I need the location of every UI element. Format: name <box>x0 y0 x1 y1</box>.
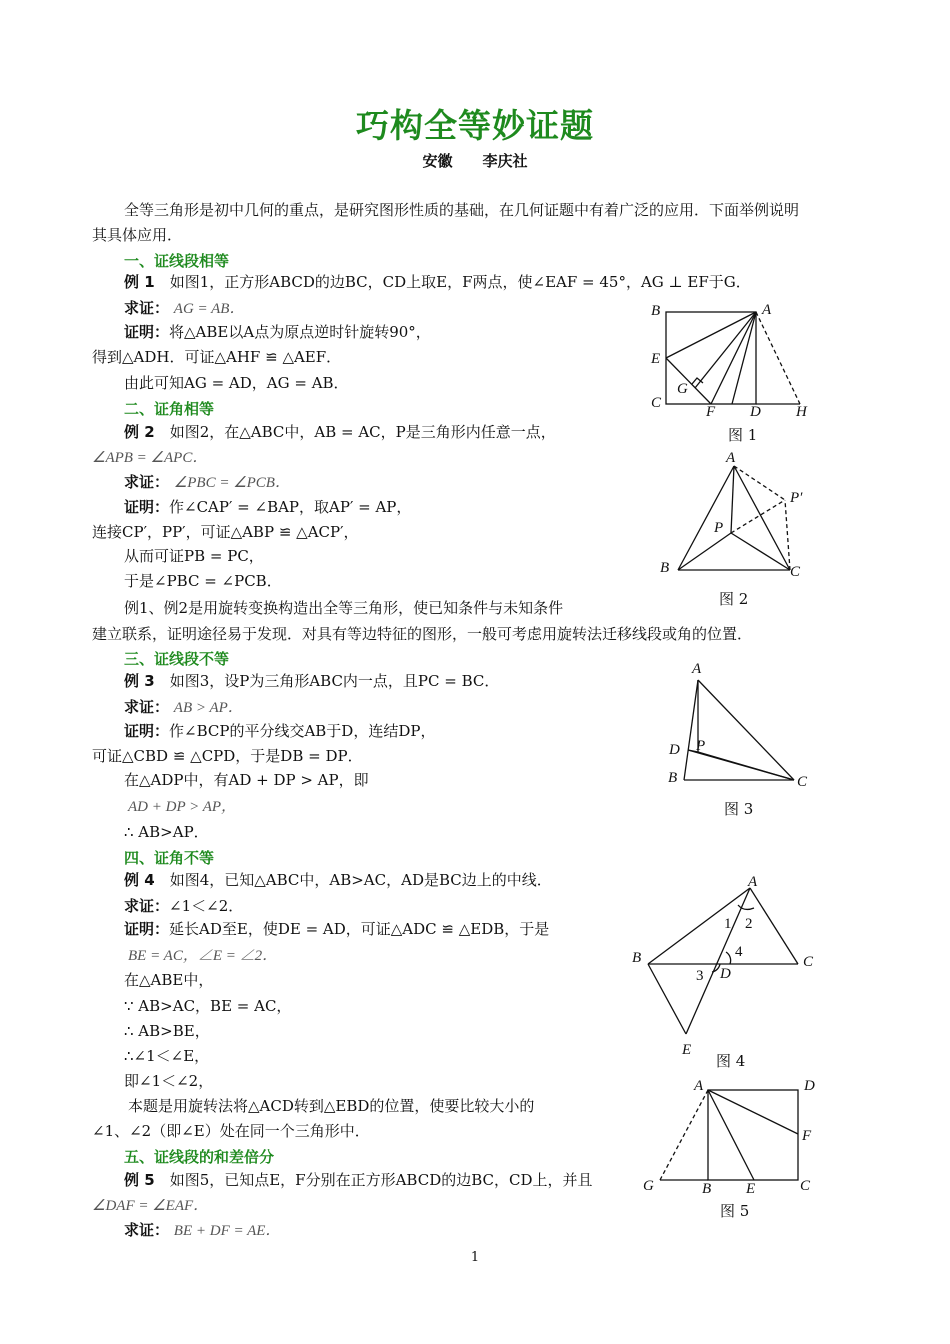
fig2-label-A: A <box>726 450 736 466</box>
example-2-goal: 求证： ∠PBC = ∠PCB． <box>124 473 290 491</box>
example-1-proof-2: 得到△ADH．可证△AHF ≌ △AEF． <box>92 348 342 366</box>
example-4-proof-2: BE = AC，∠E = ∠2． <box>128 948 278 964</box>
section-5-heading: 五、证线段的和差倍分 <box>124 1148 275 1166</box>
fig4-label-3: 3 <box>696 968 704 984</box>
figure-3 <box>660 656 820 822</box>
fig5-label-C: C <box>800 1178 811 1194</box>
fig4-label-1: 1 <box>724 916 732 932</box>
section-1-heading: 一、证线段相等 <box>124 252 230 270</box>
figure-1 <box>640 296 820 446</box>
fig5-label-B: B <box>702 1181 712 1197</box>
example-4-proof-5: ∴ AB>BE， <box>124 1022 210 1040</box>
intro-line-1: 全等三角形是初中几何的重点，是研究图形性质的基础，在几何证题中有着广泛的应用．下面举例说明 <box>124 201 800 219</box>
figure-4 <box>626 872 826 1072</box>
fig5-label-G: G <box>643 1178 654 1194</box>
fig1-label-E: E <box>651 351 661 367</box>
example-1-statement: 例 1 如图1，正方形ABCD的边BC，CD上取E，F两点，使∠EAF = 45°，AG ⊥ EF于G． <box>124 273 751 291</box>
example-3-proof-3: 在△ADP中，有AD + DP > AP，即 <box>124 771 369 789</box>
example-4-proof-3: 在△ABE中， <box>124 971 214 989</box>
example-3-statement: 例 3 如图3，设P为三角形ABC内一点，且PC = BC． <box>124 672 500 690</box>
fig3-label-P: P <box>696 738 706 754</box>
fig4-label-B: B <box>632 950 642 966</box>
fig3-label-A: A <box>692 661 702 677</box>
example-4-goal: 求证：∠1＜∠2． <box>124 897 244 915</box>
fig1-caption: 图 1 <box>728 426 758 444</box>
example-4-proof: 证明：延长AD至E，使DE = AD，可证△ADC ≌ △EDB，于是 <box>124 920 550 938</box>
fig5-label-E: E <box>746 1181 756 1197</box>
fig3-label-B: B <box>668 770 678 786</box>
fig4-label-2: 2 <box>745 916 753 932</box>
example-2-proof-2: 连接CP′，PP′，可证△ABP ≌ △ACP′， <box>92 523 359 541</box>
fig5-caption: 图 5 <box>720 1202 750 1220</box>
example-3-proof-2: 可证△CBD ≌ △CPD，于是DB = DP． <box>92 747 363 765</box>
fig4-label-4: 4 <box>735 944 743 960</box>
fig4-label-C: C <box>803 954 814 970</box>
fig1-label-H: H <box>796 404 807 420</box>
example-3-goal: 求证： AB > AP． <box>124 698 243 716</box>
figure-2 <box>650 446 820 612</box>
example-5-condition: ∠DAF = ∠EAF． <box>92 1198 209 1214</box>
example-3-proof-4: AD + DP > AP， <box>128 799 237 815</box>
fig4-label-D: D <box>720 966 731 982</box>
example-4-proof-4: ∵ AB>AC，BE = AC， <box>124 997 292 1015</box>
fig1-label-A: A <box>762 302 772 318</box>
fig4-label-E: E <box>682 1042 692 1058</box>
fig1-label-F: F <box>706 404 716 420</box>
fig1-label-G: G <box>677 381 688 397</box>
fig3-label-C: C <box>797 774 808 790</box>
intro-line-2: 其具体应用． <box>92 226 183 244</box>
paper-title: 巧构全等妙证题 <box>356 106 594 145</box>
fig1-label-C: C <box>651 395 662 411</box>
section-2-heading: 二、证角相等 <box>124 400 215 418</box>
example-1-proof: 证明：将△ABE以A点为原点逆时针旋转90°， <box>124 323 431 341</box>
example-2-proof-3: 从而可证PB = PC， <box>124 547 264 565</box>
example-3-proof: 证明：作∠BCP的平分线交AB于D，连结DP， <box>124 722 436 740</box>
example-1-goal: 求证： AG = AB． <box>124 299 245 317</box>
section-4-heading: 四、证角不等 <box>124 849 215 867</box>
example-4-proof-7: 即∠1＜∠2， <box>124 1072 214 1090</box>
fig2-label-P: P <box>714 520 724 536</box>
fig1-label-D: D <box>750 404 761 420</box>
example-4-remark-2: ∠1、∠2（即∠E）处在同一个三角形中． <box>92 1122 370 1140</box>
example-2-statement: 例 2 如图2，在△ABC中，AB = AC，P是三角形内任意一点， <box>124 423 556 441</box>
example-4-remark: 本题是用旋转法将△ACD转到△EBD的位置，使要比较大小的 <box>128 1097 535 1115</box>
section-3-heading: 三、证线段不等 <box>124 650 230 668</box>
example-2-proof: 证明：作∠CAP′ = ∠BAP，取AP′ = AP， <box>124 498 412 516</box>
fig5-label-A: A <box>694 1078 704 1094</box>
fig2-label-P-prime: P′ <box>790 490 803 506</box>
example-5-goal: 求证： BE + DF = AE． <box>124 1221 281 1239</box>
example-3-conclusion: ∴ AB>AP． <box>124 823 209 841</box>
page-number: 1 <box>470 1250 480 1265</box>
fig5-label-D: D <box>804 1078 815 1094</box>
example-1-proof-3: 由此可知AG = AD，AG = AB． <box>124 374 349 392</box>
example-2-remark: 例1、例2是用旋转变换构造出全等三角形，使已知条件与未知条件 <box>124 599 564 617</box>
author: 安徽 李庆社 <box>422 152 528 170</box>
example-2-condition: ∠APB = ∠APC． <box>92 450 208 466</box>
example-2-remark-2: 建立联系，证明途径易于发现．对具有等边特征的图形，一般可考虑用旋转法迁移线段或角的位置． <box>92 625 753 643</box>
fig2-label-B: B <box>660 560 670 576</box>
fig4-label-A: A <box>748 874 758 890</box>
fig3-caption: 图 3 <box>724 800 754 818</box>
example-5-statement: 例 5 如图5，已知点E，F分别在正方形ABCD的边BC，CD上，并且 <box>124 1171 593 1189</box>
example-4-statement: 例 4 如图4，已知△ABC中，AB>AC，AD是BC边上的中线． <box>124 871 552 889</box>
example-2-proof-4: 于是∠PBC = ∠PCB． <box>124 572 282 590</box>
figure-5 <box>636 1074 826 1224</box>
fig5-label-F: F <box>802 1128 812 1144</box>
fig1-label-B: B <box>651 303 661 319</box>
fig4-caption: 图 4 <box>716 1052 746 1070</box>
fig3-label-D: D <box>669 742 680 758</box>
fig2-caption: 图 2 <box>719 590 749 608</box>
fig2-label-C: C <box>790 564 801 580</box>
example-4-proof-6: ∴∠1＜∠E， <box>124 1047 210 1065</box>
